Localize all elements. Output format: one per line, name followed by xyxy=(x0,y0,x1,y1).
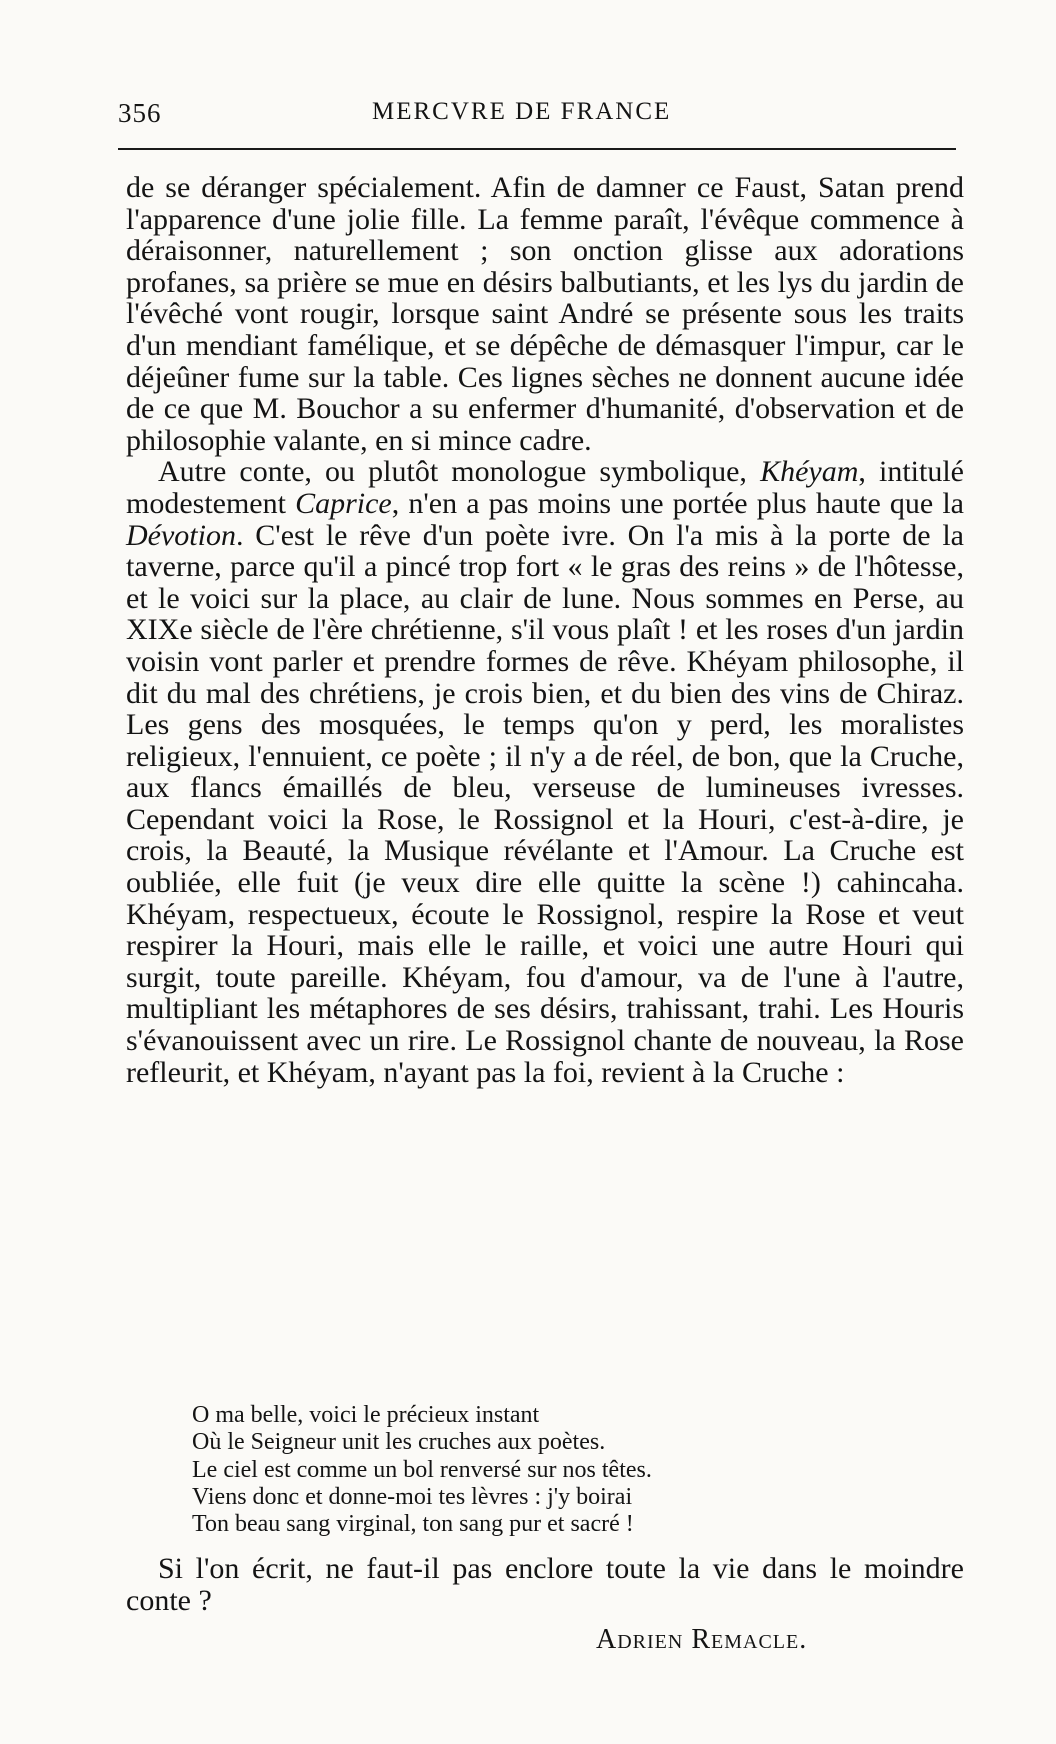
verse-line: Ton beau sang virginal, ton sang pur et sacré ! xyxy=(192,1511,634,1538)
verse-line: Le ciel est comme un bol renversé sur nos têtes. xyxy=(192,1456,652,1483)
author-signature: Adrien Remacle. xyxy=(596,1624,808,1655)
paragraph-2-part-4: . C'est le rêve d'un poète ivre. On l'a mis à la porte de la taverne, parce qu'il a pincé trop fort « le gras des reins » de l'hôtesse, et le voici sur la place, au clair de lune. Nous sommes en Perse, au XIXe siècle de l'ère chrétienne, s'il vous plaît ! et les roses d'un jardin voisin vont parler et prendre formes de rêve. Khéyam philosophe, il dit du mal des chrétiens, je crois bien, et du bien des vins de Chiraz. Les gens des mosquées, le temps qu'on y perd, les moralistes religieux, l'ennuient, ce poète ; il n'y a de réel, de bon, que la Cruche, aux flancs émaillés de bleu, verseuse de lumineuses ivresses. Cependant voici la Rose, le Rossignol et la Houri, c'est-à-dire, je crois, la Beauté, la Musique révélante et l'Amour. La Cruche est oubliée, elle fuit (je veux dire elle quitte la scène !) cahincaha. Khéyam, respectueux, écoute le Rossignol, respire la Rose et veut respirer la Houri, mais elle le raille, et voici une autre Houri qui surgit, toute pareille. Khéyam, fou d'amour, va de l'une à l'autre, multipliant les métaphores de ses désirs, trahissant, trahi. Les Houris s'évanouissent avec un rire. Le Rossignol chante de nouveau, la Rose refleurit, et Khéyam, n'ayant pas la foi, revient à la Cruche : xyxy=(126,518,964,1089)
title-caprice: Caprice xyxy=(295,486,392,520)
page-number: 356 xyxy=(118,98,162,128)
closing-paragraph: Si l'on écrit, ne faut-il pas enclore toute la vie dans le moindre conte ? xyxy=(126,1552,964,1617)
paragraph-2-part-2: , intitulé modestement xyxy=(126,455,964,520)
title-kheyam: Khéyam xyxy=(760,455,859,489)
paragraph-1: de se déranger spécialement. Afin de damner ce Faust, Satan prend l'apparence d'une jolie fille. La femme paraît, l'évêque commence à déraisonner, naturellement ; son onction glisse aux adorations profanes, sa prière se mue en désirs balbutiants, et les lys du jardin de l'évêché vont rougir, lorsque saint André se présente sous les traits d'un mendiant famélique, et se dépêche de démasquer l'impur, car le déjeûner fume sur la table. Ces lignes sèches ne donnent aucune idée de ce que M. Bouchor a su enfermer d'humanité, d'observation et de philosophie valante, en si mince cadre. xyxy=(126,171,964,457)
verse-quote xyxy=(192,1402,932,1538)
paragraph-2 xyxy=(126,456,964,1088)
header-rule xyxy=(118,148,956,150)
title-devotion: Dévotion xyxy=(126,518,236,552)
running-title: MERCVRE DE FRANCE xyxy=(372,98,672,125)
verse-line: Viens donc et donne-moi tes lèvres : j'y boirai xyxy=(192,1483,633,1510)
paragraph-2-part-3: , n'en a pas moins une portée plus haute que la xyxy=(391,486,964,520)
verse-line: Où le Seigneur unit les cruches aux poètes. xyxy=(192,1429,606,1456)
article-body xyxy=(126,172,964,1088)
verse-line: O ma belle, voici le précieux instant xyxy=(192,1402,540,1428)
page-header xyxy=(118,98,956,138)
paragraph-2-part-1: Autre conte, ou plutôt monologue symbolique, xyxy=(158,455,761,489)
